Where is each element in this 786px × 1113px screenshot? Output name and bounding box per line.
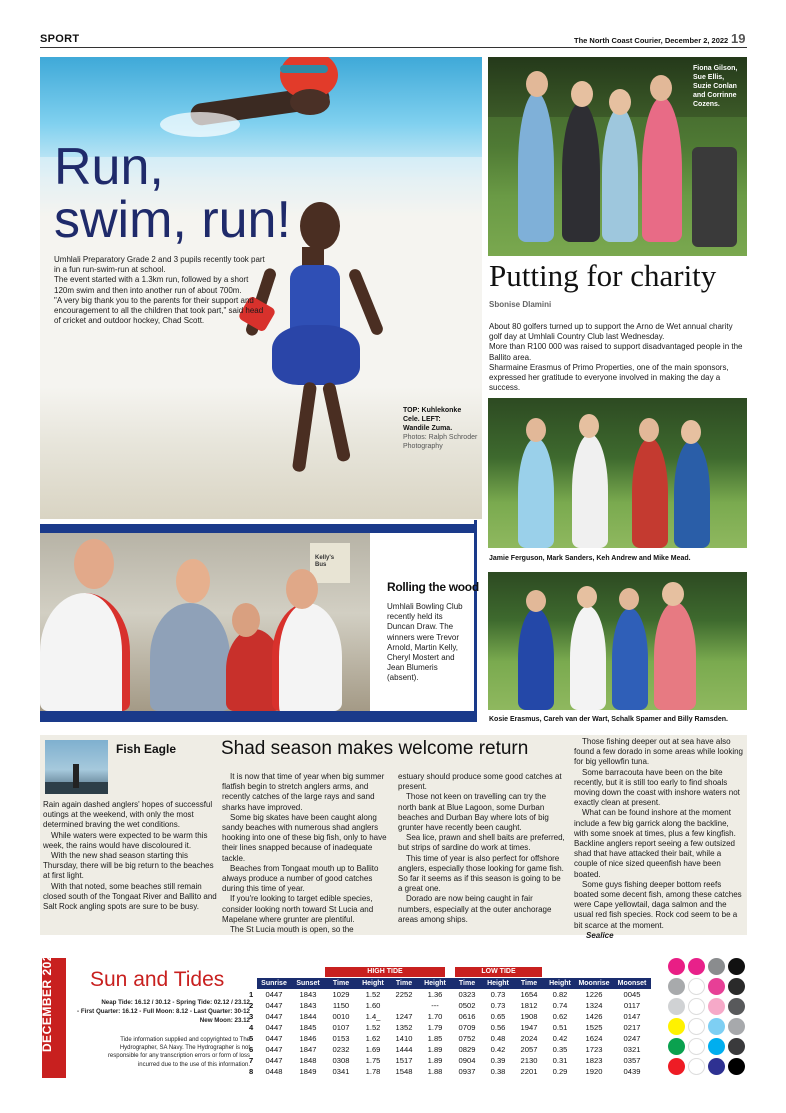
- bowls-frame-top: [40, 520, 477, 533]
- tide-cell: 1843: [299, 990, 317, 999]
- golf-byline: Sbonise Dlamini: [489, 300, 552, 309]
- disclaimer-line: responsible for any transcription errors or form of loss: [107, 1053, 250, 1060]
- tide-cell: 1843: [299, 1001, 317, 1010]
- run-paragraph: The event started with a 1.3km run, followed by a short 120m swim and then into another run of about 700m.: [54, 275, 249, 295]
- golf-men-caption-1: Jamie Ferguson, Mark Sanders, Keh Andrew and Mike Mead.: [489, 555, 691, 562]
- tide-column-header: Time: [451, 978, 483, 989]
- tide-cell: 1247: [395, 1012, 413, 1021]
- caption-line: TOP: Kuhlekonke: [403, 407, 462, 414]
- tide-cell: 1812: [520, 1001, 538, 1010]
- fish-eagle-column-name: Fish Eagle: [116, 742, 177, 756]
- tide-cell: 0.62: [552, 1012, 568, 1021]
- golf-story-body: [489, 322, 747, 393]
- tides-month-label: DECEMBER 2022: [40, 946, 54, 1052]
- tide-cell: 1848: [299, 1056, 317, 1065]
- fishing-paragraph: What can be found inshore at the moment include a few big garrick along the backline, with some snoek at times, plus a few kingfish. Backline anglers report seeing a few outsized shad that have attacked their bait, while a couple of nice sized queenfish have been boated.: [574, 808, 736, 879]
- tide-cell: 1444: [395, 1045, 413, 1054]
- tide-cell: 5: [249, 1034, 254, 1043]
- tide-cell: 0.39: [490, 1056, 506, 1065]
- tide-cell: 0829: [458, 1045, 476, 1054]
- tide-column-header: Time: [325, 978, 357, 989]
- fishing-paragraph: estuary should produce some good catches at present.: [398, 772, 562, 792]
- tide-cell: 0.29: [552, 1067, 568, 1076]
- tide-cell: 3: [249, 1012, 254, 1021]
- tide-row: [247, 1011, 651, 1022]
- tide-cell: 1324: [585, 1001, 603, 1010]
- tide-cell: 1947: [520, 1023, 538, 1032]
- tide-row: [247, 1022, 651, 1033]
- tide-cell: 4: [249, 1023, 254, 1032]
- bowls-photo: [40, 533, 370, 711]
- fishing-paragraph: Rain again dashed anglers' hopes of successful outings at the weekend, with only the most determined braving the wet conditions.: [43, 800, 213, 830]
- tide-cell: 1.79: [427, 1023, 443, 1032]
- tide-cell: 1029: [332, 990, 350, 999]
- tide-cell: 1410: [395, 1034, 413, 1043]
- tide-cell: 2201: [520, 1067, 538, 1076]
- tide-cell: 0.82: [552, 990, 568, 999]
- tide-row: [247, 1044, 651, 1055]
- tide-column-header: Height: [483, 978, 513, 989]
- tide-cell: 0321: [623, 1045, 641, 1054]
- tide-cell: 1920: [585, 1067, 603, 1076]
- tide-cell: 2057: [520, 1045, 538, 1054]
- tide-cell: 0447: [265, 1034, 283, 1043]
- fishing-col-3: [398, 772, 566, 925]
- tide-cell: 0.31: [552, 1056, 568, 1065]
- high-tide-header: HIGH TIDE: [325, 967, 445, 977]
- run-story-body: [54, 255, 268, 326]
- tide-cell: 0217: [623, 1023, 641, 1032]
- fishing-paragraph: Beaches from Tongaat mouth up to Ballito always produce a number of good catches during this time of year.: [222, 863, 379, 894]
- tide-column-header: [247, 978, 257, 989]
- tide-cell: 0447: [265, 1001, 283, 1010]
- caption-line: Sue Ellis,: [693, 74, 725, 81]
- disclaimer-line: incurred due to the use of this information.: [137, 1061, 250, 1068]
- bowls-headline: Rolling the wood: [387, 580, 479, 594]
- fishing-paragraph: Some barracouta have been on the bite recently, but it is still too early to find shoals moving down the coast with inshore waters not exactly clean at present.: [574, 767, 740, 808]
- tide-cell: 1624: [585, 1034, 603, 1043]
- tide-column-header: Time: [389, 978, 419, 989]
- fishing-paragraph: With the new shad season starting this Thursday, there will be big return to the beaches at first light.: [43, 851, 214, 881]
- tide-row: [247, 1055, 651, 1066]
- golf-men-caption-2: Kosie Erasmus, Careh van der Wart, Schalk Spamer and Billy Ramsden.: [489, 716, 728, 723]
- photo-credit: Photos: Ralph Schroder: [403, 434, 478, 441]
- colour-register: [668, 958, 746, 1076]
- fishing-col-4: [574, 737, 744, 941]
- fishing-paragraph: With that noted, some beaches still remain closed south of the Tongaat River and Ballito and Salt Rock angling spots are sure to be busy.: [43, 881, 217, 912]
- tide-cell: 1548: [395, 1067, 413, 1076]
- tide-cell: 1908: [520, 1012, 538, 1021]
- tide-cell: 0447: [265, 990, 283, 999]
- bowls-frame-bottom: [40, 711, 477, 722]
- tide-cell: 1.52: [365, 1023, 381, 1032]
- tide-cell: 0752: [458, 1034, 476, 1043]
- run-paragraph: Umhlali Preparatory Grade 2 and 3 pupils recently took part in a fun run-swim-run at school.: [54, 255, 265, 275]
- tide-cell: 1150: [332, 1001, 350, 1010]
- tides-info-line: New Moon: 23.12: [199, 1017, 250, 1025]
- tide-column-header: Height: [545, 978, 575, 989]
- tide-cell: 0147: [623, 1012, 641, 1021]
- bowls-frame-right: [474, 520, 477, 722]
- tide-cell: 0.65: [490, 1012, 506, 1021]
- tide-cell: 0308: [332, 1056, 350, 1065]
- run-headline-line1: Run,: [54, 138, 164, 196]
- tide-cell: 0341: [332, 1067, 350, 1076]
- tide-column-header: Height: [357, 978, 389, 989]
- fishing-paragraph: Sea lice, prawn and shell baits are preferred, but strips of sardine do work at times.: [398, 833, 565, 853]
- tide-cell: 2: [249, 1001, 254, 1010]
- tide-cell: 0.73: [490, 990, 506, 999]
- tide-cell: 0.42: [552, 1034, 568, 1043]
- tide-cell: 2130: [520, 1056, 538, 1065]
- tide-cell: 0502: [458, 1001, 476, 1010]
- tide-row: [247, 1066, 651, 1077]
- tide-cell: 0616: [458, 1012, 476, 1021]
- tide-cell: 1352: [395, 1023, 413, 1032]
- tide-cell: 2024: [520, 1034, 538, 1043]
- tide-cell: 1846: [299, 1034, 317, 1043]
- tide-cell: 0010: [332, 1012, 350, 1021]
- tide-cell: 1.85: [427, 1034, 443, 1043]
- publication-line: The North Coast Courier, December 2, 2022: [574, 36, 729, 45]
- tide-row: [247, 989, 651, 1000]
- fishing-paragraph: Dorado are now being caught in fair numbers, especially at the outer anchorage areas among ships.: [398, 894, 552, 924]
- fishing-paragraph: This time of year is also perfect for offshore anglers, especially those looking for game fish. So far it seems as if this season is going to be a great one.: [398, 853, 564, 894]
- tide-cell: 8: [249, 1067, 254, 1076]
- tides-info-line: Neap Tide: 16.12 / 30.12 - Spring Tide: 02.12 / 23.12: [101, 999, 250, 1006]
- low-tide-header: LOW TIDE: [455, 967, 542, 977]
- tide-column-header: Moonset: [613, 978, 651, 989]
- tide-cell: 0.51: [552, 1023, 568, 1032]
- tide-cell: 1525: [585, 1023, 603, 1032]
- tide-table-header: [247, 978, 651, 989]
- golf-men-photo-1: [488, 398, 747, 548]
- caption-line: Fiona Gilson,: [693, 65, 738, 72]
- fishing-signoff: Sealice: [586, 930, 614, 940]
- tide-row: [247, 1000, 651, 1011]
- tide-cell: 1.52: [365, 990, 381, 999]
- fishing-paragraph: Those not keen on travelling can try the north bank at Blue Lagoon, some Durban beaches and Durban Bay where lots of big grunter have recently been caught.: [398, 792, 549, 833]
- fishing-paragraph: It is now that time of year when big summer flatfish begin to stretch anglers arms, and recently catches of the large rays and sand sharks have improved.: [222, 772, 385, 812]
- tide-cell: 0.35: [552, 1045, 568, 1054]
- tide-cell: 1.70: [427, 1012, 443, 1021]
- caption-line: Wandile Zuma.: [403, 425, 453, 432]
- bowls-sign-text: Kelly's Bus: [315, 555, 335, 568]
- tide-column-header: Time: [513, 978, 545, 989]
- fishing-paragraph: Those fishing deeper out at sea have also found a few dorado in some areas while looking for big yellowfin tuna.: [574, 737, 743, 767]
- tide-cell: 0448: [265, 1067, 283, 1076]
- tide-cell: ---: [431, 1001, 439, 1010]
- tide-cell: 1.75: [365, 1056, 381, 1065]
- photo-credit: Photography: [403, 443, 443, 450]
- tide-cell: 0.73: [490, 1001, 506, 1010]
- tide-cell: 1847: [299, 1045, 317, 1054]
- tide-cell: 0.42: [490, 1045, 506, 1054]
- tide-cell: 6: [249, 1045, 254, 1054]
- tide-cell: 0357: [623, 1056, 641, 1065]
- tide-cell: 0439: [623, 1067, 641, 1076]
- tide-cell: 1.62: [365, 1034, 381, 1043]
- tide-table-body: [247, 989, 651, 1077]
- disclaimer-line: Hydrographer, SA Navy. The Hydrographer is not: [119, 1045, 250, 1052]
- tide-cell: 1.88: [427, 1067, 443, 1076]
- tide-cell: 0.74: [552, 1001, 568, 1010]
- tide-cell: 1226: [585, 990, 603, 999]
- tide-cell: 0232: [332, 1045, 350, 1054]
- run-headline-line2: swim, run!: [54, 191, 291, 249]
- fishing-paragraph: Some big skates have been caught along sandy beaches with numerous shad anglers hooking into one of these big fish, only to have their lines snapped because of inadequate tackle.: [222, 812, 387, 863]
- golf-paragraph: More than R100 000 was raised to support disadvantaged people in the Ballito area.: [489, 342, 743, 362]
- tides-title: Sun and Tides: [90, 968, 225, 991]
- fishing-paragraph: If you're looking to target edible species, consider looking north toward St Lucia and Mapelane where grunter are plentiful.: [222, 894, 374, 924]
- tide-table: [247, 978, 651, 1077]
- tide-cell: 1823: [585, 1056, 603, 1065]
- tide-cell: 0447: [265, 1023, 283, 1032]
- tide-cell: 0045: [623, 990, 641, 999]
- caption-line: Cele. LEFT:: [403, 416, 441, 423]
- tide-cell: [389, 1000, 419, 1011]
- tide-cell: 1.36: [427, 990, 443, 999]
- header-rule: [40, 47, 747, 48]
- section-label: SPORT: [40, 33, 80, 45]
- tide-cell: 1654: [520, 990, 538, 999]
- tide-cell: 0117: [623, 1001, 641, 1010]
- golf-paragraph: Sharmaine Erasmus of Primo Properties, one of the main sponsors, expressed her gratitude to everyone involved in making the day a success.: [489, 362, 729, 393]
- tide-cell: 0.48: [490, 1034, 506, 1043]
- tide-cell: 1844: [299, 1012, 317, 1021]
- fishing-col-1: [43, 800, 217, 912]
- golf-headline: Putting for charity: [489, 258, 717, 293]
- tide-cell: 1426: [585, 1012, 603, 1021]
- tide-cell: 0.38: [490, 1067, 506, 1076]
- tide-cell: 0447: [265, 1056, 283, 1065]
- tide-cell: 1517: [395, 1056, 413, 1065]
- tide-cell: 1.89: [427, 1056, 443, 1065]
- tide-cell: 1.4_: [365, 1012, 381, 1021]
- tide-cell: 0447: [265, 1045, 283, 1054]
- tide-cell: 0447: [265, 1012, 283, 1021]
- fishing-paragraph: Some guys fishing deeper bottom reefs boated some decent fish, among these catches were Cape yellowtail, daga salmon and the usual red fish species. Rock cod seem to be a bit scarce at the moment.: [574, 879, 742, 930]
- golf-ladies-caption: [693, 64, 737, 109]
- caption-line: and Corrinne: [693, 92, 737, 99]
- tide-cell: 0153: [332, 1034, 350, 1043]
- bowls-body: Umhlali Bowling Club recently held its Duncan Draw. The winners were Trevor Arnold, Martin Kelly, Cheryl Mostert and Jean Blumeris (absent).: [387, 602, 463, 683]
- fish-eagle-column-photo: [45, 740, 108, 794]
- tides-info-line: - First Quarter: 16.12 - Full Moon: 8.12 - Last Quarter: 30-12: [77, 1008, 250, 1016]
- tide-column-header: Height: [419, 978, 451, 989]
- tide-cell: 7: [249, 1056, 254, 1065]
- page-number: 19: [731, 31, 746, 46]
- fishing-paragraph: While waters were expected to be warm this week, the rains would have discoloured it.: [43, 830, 208, 850]
- tide-cell: 0937: [458, 1067, 476, 1076]
- tide-cell: 0323: [458, 990, 476, 999]
- tide-cell: 1.89: [427, 1045, 443, 1054]
- tide-cell: 1723: [585, 1045, 603, 1054]
- tide-cell: 1.78: [365, 1067, 381, 1076]
- tide-cell: 0.56: [490, 1023, 506, 1032]
- run-photo-caption: [403, 406, 477, 451]
- run-paragraph: "A very big thank you to the parents for their support and encouragement to all the children that took part," said head of cricket and outdoor hockey, Chad Scott.: [54, 295, 264, 326]
- caption-line: Suzie Conlan: [693, 83, 737, 90]
- tide-cell: 1: [249, 990, 254, 999]
- tides-disclaimer: [72, 1036, 250, 1069]
- caption-line: Cozens.: [693, 101, 720, 108]
- tide-cell: 0247: [623, 1034, 641, 1043]
- tide-cell: 2252: [395, 990, 413, 999]
- tide-cell: 1.60: [365, 1001, 381, 1010]
- tide-column-header: Sunrise: [257, 978, 291, 989]
- tide-cell: 0709: [458, 1023, 476, 1032]
- fishing-paragraph: The St Lucia mouth is open, so the: [230, 925, 354, 935]
- disclaimer-line: Tide information supplied and copyrighted to The: [120, 1037, 250, 1043]
- tide-cell: 1.69: [365, 1045, 381, 1054]
- tide-cell: 0107: [332, 1023, 350, 1032]
- tides-info: [72, 998, 250, 1026]
- tide-column-header: Sunset: [291, 978, 325, 989]
- tide-cell: 0904: [458, 1056, 476, 1065]
- tide-cell: 1845: [299, 1023, 317, 1032]
- tide-row: [247, 1033, 651, 1044]
- tide-cell: 1849: [299, 1067, 317, 1076]
- fishing-col-2: [222, 772, 390, 935]
- golf-men-photo-2: [488, 572, 747, 710]
- golf-paragraph: About 80 golfers turned up to support the Arno de Wet annual charity golf day at Umhlali Country Club last Wednesday.: [489, 322, 733, 342]
- fishing-headline: Shad season makes welcome return: [221, 738, 529, 759]
- tide-column-header: Moonrise: [575, 978, 613, 989]
